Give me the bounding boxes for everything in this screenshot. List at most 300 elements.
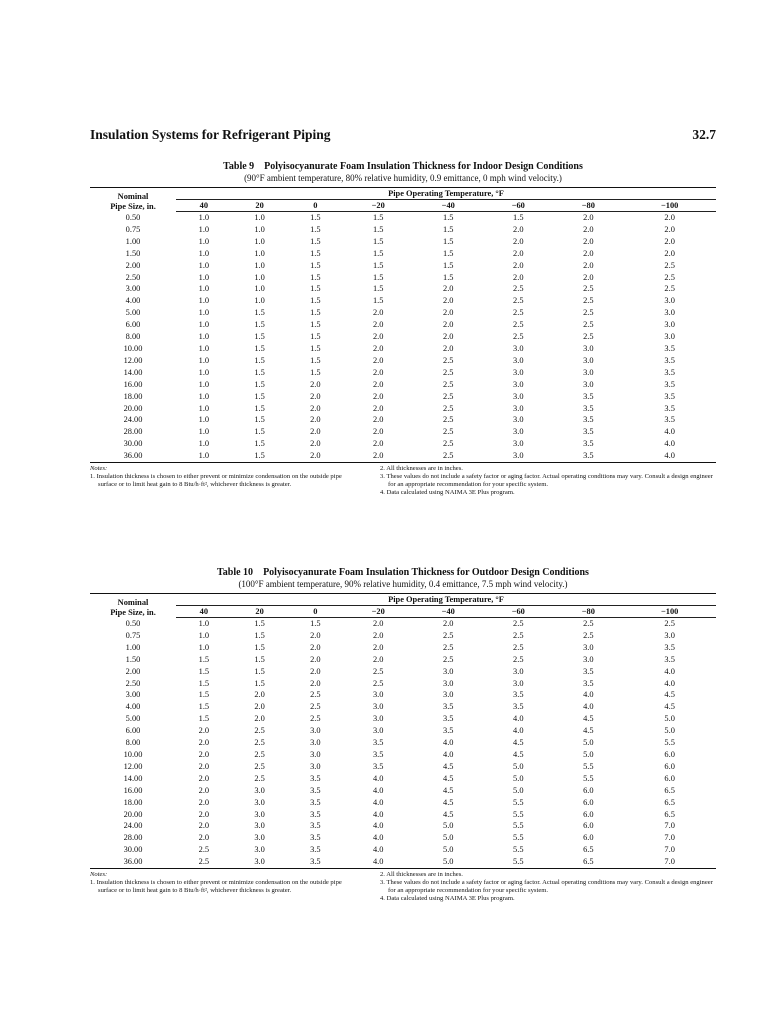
pipe-size-cell: 1.00 bbox=[125, 642, 141, 652]
thickness-cell: 3.0 bbox=[664, 320, 675, 330]
thickness-cell: 2.5 bbox=[443, 355, 454, 365]
thickness-cell: 2.5 bbox=[372, 678, 384, 688]
thickness-cell: 5.0 bbox=[413, 856, 483, 868]
thickness-cell: 1.0 bbox=[198, 224, 210, 234]
data-table bbox=[90, 593, 716, 869]
table-row bbox=[90, 343, 716, 355]
thickness-cell: 2.5 bbox=[513, 642, 524, 652]
thickness-cell: 1.0 bbox=[254, 272, 265, 282]
thickness-cell: 2.5 bbox=[443, 391, 454, 401]
thickness-cell: 2.0 bbox=[372, 332, 384, 342]
thickness-cell: 6.5 bbox=[553, 856, 623, 868]
thickness-cell: 5.5 bbox=[513, 809, 524, 819]
thickness-cell: 1.5 bbox=[198, 678, 210, 688]
thickness-cell: 4.5 bbox=[583, 726, 594, 736]
thickness-cell: 4.5 bbox=[443, 797, 454, 807]
thickness-cell: 1.5 bbox=[198, 714, 210, 724]
thickness-cell: 4.5 bbox=[513, 738, 524, 748]
table-row bbox=[90, 272, 716, 284]
thickness-cell: 2.0 bbox=[198, 738, 210, 748]
thickness-cell: 2.5 bbox=[664, 272, 675, 282]
table-row bbox=[90, 820, 716, 832]
thickness-cell: 1.5 bbox=[310, 248, 321, 258]
column-header: 0 bbox=[287, 200, 343, 212]
thickness-cell: 2.0 bbox=[583, 213, 594, 222]
thickness-cell: 3.5 bbox=[664, 391, 675, 401]
thickness-cell: 3.0 bbox=[254, 785, 265, 795]
thickness-cell: 2.5 bbox=[443, 654, 454, 664]
pipe-size-cell: 30.00 bbox=[123, 845, 143, 855]
thickness-cell: 1.0 bbox=[198, 415, 210, 425]
pipe-size-cell: 4.00 bbox=[125, 702, 141, 712]
thickness-cell: 1.5 bbox=[372, 284, 384, 294]
table-row bbox=[90, 414, 716, 426]
thickness-cell: 2.0 bbox=[310, 391, 321, 401]
thickness-cell: 1.0 bbox=[254, 236, 265, 246]
pipe-size-cell: 3.00 bbox=[125, 284, 141, 294]
thickness-cell: 4.5 bbox=[664, 702, 675, 712]
thickness-cell: 2.5 bbox=[372, 666, 384, 676]
table-body bbox=[90, 618, 716, 869]
thickness-cell: 2.0 bbox=[372, 308, 384, 318]
thickness-cell: 3.0 bbox=[583, 343, 594, 353]
thickness-cell: 1.0 bbox=[198, 379, 210, 389]
thickness-cell: 3.5 bbox=[443, 726, 454, 736]
thickness-cell: 3.0 bbox=[232, 856, 288, 868]
thickness-cell: 1.0 bbox=[198, 272, 210, 282]
thickness-cell: 2.0 bbox=[583, 248, 594, 258]
thickness-cell: 5.0 bbox=[513, 785, 524, 795]
thickness-cell: 2.5 bbox=[310, 702, 321, 712]
notes-label: Notes: bbox=[90, 871, 108, 879]
thickness-cell: 2.0 bbox=[372, 355, 384, 365]
thickness-cell: 3.5 bbox=[583, 415, 594, 425]
thickness-cell: 2.5 bbox=[443, 367, 454, 377]
thickness-cell: 5.0 bbox=[664, 714, 675, 724]
thickness-cell: 1.5 bbox=[198, 666, 210, 676]
thickness-cell: 2.0 bbox=[287, 450, 343, 462]
thickness-cell: 1.5 bbox=[254, 403, 265, 413]
thickness-cell: 1.5 bbox=[232, 450, 288, 462]
thickness-cell: 3.0 bbox=[372, 690, 384, 700]
thickness-cell: 2.0 bbox=[310, 642, 321, 652]
thickness-cell: 2.5 bbox=[254, 749, 265, 759]
table-row bbox=[90, 761, 716, 773]
thickness-cell: 4.5 bbox=[513, 749, 524, 759]
thickness-cell: 3.0 bbox=[583, 654, 594, 664]
thickness-cell: 1.5 bbox=[310, 355, 321, 365]
table-row bbox=[90, 295, 716, 307]
row-header bbox=[90, 188, 176, 212]
thickness-cell: 2.0 bbox=[372, 415, 384, 425]
thickness-cell: 2.5 bbox=[513, 320, 524, 330]
pipe-size-cell: 2.00 bbox=[125, 666, 141, 676]
thickness-cell: 1.5 bbox=[254, 619, 265, 628]
thickness-cell: 4.0 bbox=[513, 726, 524, 736]
thickness-cell: 3.0 bbox=[443, 678, 454, 688]
thickness-cell: 6.5 bbox=[664, 785, 675, 795]
thickness-cell: 4.0 bbox=[372, 797, 384, 807]
thickness-cell: 1.0 bbox=[198, 403, 210, 413]
table-caption: Polyisocyanurate Foam Insulation Thickness for Indoor Design Conditions bbox=[264, 161, 583, 172]
table-caption: Polyisocyanurate Foam Insulation Thickness for Outdoor Design Conditions bbox=[263, 567, 589, 578]
thickness-cell: 4.0 bbox=[623, 450, 716, 462]
thickness-cell: 6.0 bbox=[583, 821, 594, 831]
column-header: −100 bbox=[623, 606, 716, 618]
thickness-cell: 4.0 bbox=[343, 856, 413, 868]
table-row bbox=[90, 355, 716, 367]
note-item: 2. All thicknesses are in inches. bbox=[380, 871, 463, 879]
table-row bbox=[90, 630, 716, 642]
thickness-cell: 2.0 bbox=[372, 379, 384, 389]
thickness-cell: 2.0 bbox=[372, 619, 384, 628]
thickness-cell: 3.0 bbox=[513, 439, 524, 449]
column-header: 0 bbox=[287, 606, 343, 618]
thickness-cell: 1.5 bbox=[254, 678, 265, 688]
thickness-cell: 1.5 bbox=[443, 260, 454, 270]
thickness-cell: 2.0 bbox=[443, 320, 454, 330]
thickness-cell: 2.0 bbox=[198, 773, 210, 783]
thickness-cell: 1.5 bbox=[310, 224, 321, 234]
thickness-cell: 1.0 bbox=[198, 343, 210, 353]
thickness-cell: 1.5 bbox=[372, 224, 384, 234]
thickness-cell: 2.0 bbox=[443, 296, 454, 306]
thickness-cell: 1.5 bbox=[310, 284, 321, 294]
table-subtitle: (90°F ambient temperature, 80% relative humidity, 0.9 emittance, 0 mph wind velocity.) bbox=[244, 173, 562, 183]
thickness-cell: 1.5 bbox=[310, 332, 321, 342]
thickness-cell: 3.0 bbox=[254, 821, 265, 831]
thickness-cell: 4.0 bbox=[372, 773, 384, 783]
note-item: 4. Data calculated using NAIMA 3E Plus program. bbox=[380, 895, 515, 903]
row-header bbox=[90, 594, 176, 618]
thickness-cell: 1.5 bbox=[310, 619, 321, 628]
table-number: Table 10 bbox=[217, 567, 254, 578]
thickness-cell: 3.5 bbox=[583, 391, 594, 401]
thickness-cell: 2.5 bbox=[443, 439, 454, 449]
pipe-size-cell: 10.00 bbox=[123, 749, 143, 759]
thickness-cell: 5.0 bbox=[513, 761, 524, 771]
table-notes bbox=[90, 465, 716, 497]
thickness-cell: 2.0 bbox=[198, 809, 210, 819]
thickness-cell: 2.0 bbox=[198, 761, 210, 771]
thickness-cell: 2.0 bbox=[310, 654, 321, 664]
pipe-size-cell: 18.00 bbox=[123, 391, 143, 401]
thickness-cell: 5.5 bbox=[664, 738, 675, 748]
table-row bbox=[90, 283, 716, 295]
thickness-cell: 7.0 bbox=[664, 845, 675, 855]
thickness-cell: 6.5 bbox=[583, 845, 594, 855]
column-header: −40 bbox=[413, 606, 483, 618]
thickness-cell: 1.5 bbox=[310, 367, 321, 377]
thickness-cell: 7.0 bbox=[623, 856, 716, 868]
table-9-block bbox=[90, 161, 716, 497]
thickness-cell: 2.0 bbox=[664, 248, 675, 258]
thickness-cell: 1.5 bbox=[513, 213, 524, 222]
thickness-cell: 2.5 bbox=[583, 296, 594, 306]
thickness-cell: 1.5 bbox=[372, 272, 384, 282]
thickness-cell: 2.0 bbox=[372, 642, 384, 652]
table-notes bbox=[90, 871, 716, 903]
thickness-cell: 3.5 bbox=[513, 690, 524, 700]
thickness-cell: 5.5 bbox=[483, 856, 553, 868]
thickness-cell: 1.5 bbox=[310, 260, 321, 270]
page-number: 32.7 bbox=[692, 127, 716, 142]
thickness-cell: 6.0 bbox=[664, 749, 675, 759]
thickness-cell: 2.0 bbox=[372, 439, 384, 449]
thickness-cell: 1.0 bbox=[254, 284, 265, 294]
thickness-cell: 2.5 bbox=[176, 856, 232, 868]
thickness-cell: 4.0 bbox=[372, 833, 384, 843]
thickness-cell: 3.5 bbox=[513, 702, 524, 712]
thickness-cell: 1.0 bbox=[198, 630, 210, 640]
thickness-cell: 2.5 bbox=[513, 654, 524, 664]
thickness-cell: 4.0 bbox=[513, 714, 524, 724]
thickness-cell: 6.0 bbox=[583, 809, 594, 819]
thickness-cell: 3.0 bbox=[483, 450, 553, 462]
thickness-cell: 1.5 bbox=[198, 690, 210, 700]
thickness-cell: 1.0 bbox=[198, 296, 210, 306]
thickness-cell: 2.0 bbox=[254, 714, 265, 724]
thickness-cell: 3.5 bbox=[583, 427, 594, 437]
thickness-cell: 3.5 bbox=[664, 379, 675, 389]
table-row bbox=[90, 367, 716, 379]
pipe-size-cell: 24.00 bbox=[123, 821, 143, 831]
thickness-cell: 2.5 bbox=[254, 738, 265, 748]
thickness-cell: 2.5 bbox=[413, 450, 483, 462]
note-item: 4. Data calculated using NAIMA 3E Plus program. bbox=[380, 489, 515, 497]
thickness-cell: 2.5 bbox=[254, 773, 265, 783]
table-row bbox=[90, 678, 716, 690]
table-body bbox=[90, 212, 716, 463]
thickness-cell: 1.5 bbox=[372, 213, 384, 222]
table-row bbox=[90, 307, 716, 319]
thickness-cell: 1.5 bbox=[310, 320, 321, 330]
thickness-cell: 1.5 bbox=[254, 308, 265, 318]
thickness-cell: 1.5 bbox=[198, 654, 210, 664]
thickness-cell: 2.0 bbox=[583, 260, 594, 270]
table-row bbox=[90, 797, 716, 809]
thickness-cell: 3.0 bbox=[513, 666, 524, 676]
table-row bbox=[90, 785, 716, 797]
thickness-cell: 2.5 bbox=[583, 308, 594, 318]
thickness-cell: 2.0 bbox=[513, 236, 524, 246]
thickness-cell: 1.5 bbox=[372, 296, 384, 306]
thickness-cell: 3.0 bbox=[583, 355, 594, 365]
pipe-size-cell: 20.00 bbox=[123, 809, 143, 819]
thickness-cell: 1.5 bbox=[198, 702, 210, 712]
thickness-cell: 4.5 bbox=[443, 785, 454, 795]
thickness-cell: 1.5 bbox=[254, 343, 265, 353]
table-row bbox=[90, 666, 716, 678]
note-item: 3. These values do not include a safety factor or aging factor. Actual operating conditions may vary. Consult a design engineer for an appropriate recommendation for your specific system. bbox=[380, 879, 713, 895]
column-header: 40 bbox=[176, 200, 232, 212]
thickness-cell: 1.0 bbox=[198, 260, 210, 270]
table-row bbox=[90, 618, 716, 630]
table-subtitle: (100°F ambient temperature, 90% relative humidity, 0.4 emittance, 7.5 mph wind velocity.) bbox=[238, 579, 568, 589]
thickness-cell: 1.0 bbox=[198, 236, 210, 246]
notes-left bbox=[90, 465, 362, 497]
thickness-cell: 5.0 bbox=[443, 833, 454, 843]
pipe-size-cell: 20.00 bbox=[123, 403, 143, 413]
table-row bbox=[90, 236, 716, 248]
thickness-cell: 4.5 bbox=[443, 809, 454, 819]
pipe-size-cell: 0.75 bbox=[125, 224, 141, 234]
notes-right bbox=[380, 465, 716, 497]
pipe-size-cell: 16.00 bbox=[123, 379, 143, 389]
thickness-cell: 1.0 bbox=[198, 213, 210, 222]
pipe-size-cell: 18.00 bbox=[123, 797, 143, 807]
thickness-cell: 3.0 bbox=[664, 296, 675, 306]
thickness-cell: 1.5 bbox=[443, 213, 454, 222]
thickness-cell: 1.0 bbox=[176, 450, 232, 462]
thickness-cell: 3.5 bbox=[664, 367, 675, 377]
table-row bbox=[90, 832, 716, 844]
row-header-line1: Nominal bbox=[117, 191, 149, 201]
thickness-cell: 4.0 bbox=[664, 427, 675, 437]
column-header: 20 bbox=[232, 606, 288, 618]
thickness-cell: 2.0 bbox=[443, 343, 454, 353]
thickness-cell: 6.5 bbox=[664, 809, 675, 819]
pipe-size-cell: 6.00 bbox=[125, 726, 141, 736]
thickness-cell: 2.5 bbox=[513, 332, 524, 342]
thickness-cell: 2.5 bbox=[513, 308, 524, 318]
pipe-size-cell: 1.00 bbox=[125, 236, 141, 246]
row-header-line2: Pipe Size, in. bbox=[110, 201, 156, 211]
thickness-cell: 1.5 bbox=[372, 260, 384, 270]
thickness-cell: 2.0 bbox=[198, 749, 210, 759]
thickness-cell: 3.5 bbox=[372, 749, 384, 759]
thickness-cell: 2.0 bbox=[372, 367, 384, 377]
thickness-cell: 3.5 bbox=[553, 450, 623, 462]
thickness-cell: 3.5 bbox=[310, 809, 321, 819]
thickness-cell: 4.0 bbox=[372, 821, 384, 831]
page-header bbox=[90, 127, 716, 143]
thickness-cell: 2.0 bbox=[254, 690, 265, 700]
thickness-cell: 5.5 bbox=[513, 845, 524, 855]
thickness-cell: 2.0 bbox=[310, 379, 321, 389]
pipe-size-cell: 0.50 bbox=[125, 618, 141, 628]
pipe-size-cell: 2.50 bbox=[125, 678, 141, 688]
pipe-size-cell: 5.00 bbox=[125, 714, 141, 724]
table-row bbox=[90, 379, 716, 391]
pipe-size-cell: 0.75 bbox=[125, 630, 141, 640]
thickness-cell: 4.0 bbox=[583, 702, 594, 712]
thickness-cell: 2.0 bbox=[372, 403, 384, 413]
thickness-cell: 2.0 bbox=[372, 391, 384, 401]
thickness-cell: 2.0 bbox=[310, 678, 321, 688]
thickness-cell: 2.5 bbox=[583, 320, 594, 330]
thickness-cell: 4.0 bbox=[583, 690, 594, 700]
thickness-cell: 3.0 bbox=[310, 761, 321, 771]
thickness-cell: 3.5 bbox=[664, 642, 675, 652]
thickness-cell: 6.0 bbox=[664, 761, 675, 771]
table-row bbox=[90, 319, 716, 331]
pipe-size-cell: 10.00 bbox=[123, 343, 143, 353]
table-row bbox=[90, 248, 716, 260]
table-row bbox=[90, 689, 716, 701]
notes-left bbox=[90, 871, 362, 903]
thickness-cell: 3.0 bbox=[254, 845, 265, 855]
thickness-cell: 1.5 bbox=[443, 248, 454, 258]
thickness-cell: 3.0 bbox=[513, 367, 524, 377]
table-row bbox=[90, 773, 716, 785]
thickness-cell: 1.0 bbox=[254, 224, 265, 234]
thickness-cell: 7.0 bbox=[664, 833, 675, 843]
column-header: −60 bbox=[483, 606, 553, 618]
pipe-size-cell: 12.00 bbox=[123, 761, 143, 771]
thickness-cell: 2.0 bbox=[310, 415, 321, 425]
thickness-cell: 3.5 bbox=[372, 761, 384, 771]
data-table bbox=[90, 187, 716, 463]
thickness-cell: 2.0 bbox=[513, 272, 524, 282]
column-header: −20 bbox=[343, 606, 413, 618]
thickness-cell: 5.0 bbox=[583, 738, 594, 748]
thickness-cell: 3.0 bbox=[310, 749, 321, 759]
column-header: −40 bbox=[413, 200, 483, 212]
thickness-cell: 2.0 bbox=[513, 224, 524, 234]
thickness-cell: 1.5 bbox=[254, 427, 265, 437]
pipe-size-cell: 36.00 bbox=[90, 856, 176, 868]
thickness-cell: 3.0 bbox=[583, 367, 594, 377]
table-number: Table 9 bbox=[223, 161, 255, 172]
thickness-cell: 4.5 bbox=[664, 690, 675, 700]
thickness-cell: 2.5 bbox=[583, 284, 594, 294]
thickness-cell: 2.0 bbox=[443, 308, 454, 318]
thickness-cell: 4.0 bbox=[664, 439, 675, 449]
thickness-cell: 2.0 bbox=[198, 785, 210, 795]
thickness-cell: 2.0 bbox=[198, 821, 210, 831]
pipe-size-cell: 5.00 bbox=[125, 308, 141, 318]
thickness-cell: 3.0 bbox=[443, 690, 454, 700]
table-10-block bbox=[90, 567, 716, 903]
thickness-cell: 2.0 bbox=[372, 654, 384, 664]
pipe-size-cell: 16.00 bbox=[123, 785, 143, 795]
thickness-cell: 6.0 bbox=[583, 785, 594, 795]
thickness-cell: 2.5 bbox=[443, 642, 454, 652]
thickness-cell: 1.5 bbox=[254, 630, 265, 640]
thickness-cell: 3.0 bbox=[254, 809, 265, 819]
table-title bbox=[90, 161, 716, 173]
note-item: 3. These values do not include a safety factor or aging factor. Actual operating conditions may vary. Consult a design engineer for an appropriate recommendation for your specific system. bbox=[380, 473, 713, 489]
thickness-cell: 3.5 bbox=[310, 773, 321, 783]
thickness-cell: 3.5 bbox=[583, 678, 594, 688]
thickness-cell: 1.5 bbox=[310, 343, 321, 353]
pipe-size-cell: 1.50 bbox=[125, 248, 141, 258]
thickness-cell: 3.5 bbox=[664, 415, 675, 425]
thickness-cell: 1.5 bbox=[254, 391, 265, 401]
pipe-size-cell: 2.00 bbox=[125, 260, 141, 270]
thickness-cell: 6.0 bbox=[583, 797, 594, 807]
thickness-cell: 1.0 bbox=[198, 427, 210, 437]
thickness-cell: 2.0 bbox=[198, 726, 210, 736]
pipe-size-cell: 4.00 bbox=[125, 296, 141, 306]
column-header: −80 bbox=[553, 200, 623, 212]
thickness-cell: 3.5 bbox=[310, 845, 321, 855]
pipe-size-cell: 8.00 bbox=[125, 332, 141, 342]
pipe-size-cell: 12.00 bbox=[123, 355, 143, 365]
thickness-cell: 2.0 bbox=[198, 797, 210, 807]
thickness-cell: 3.0 bbox=[664, 308, 675, 318]
thickness-cell: 1.5 bbox=[254, 355, 265, 365]
thickness-cell: 1.5 bbox=[310, 236, 321, 246]
thickness-cell: 2.0 bbox=[310, 630, 321, 640]
thickness-cell: 1.0 bbox=[198, 642, 210, 652]
table-row bbox=[90, 260, 716, 272]
thickness-cell: 3.0 bbox=[513, 403, 524, 413]
thickness-cell: 4.0 bbox=[372, 785, 384, 795]
thickness-cell: 5.5 bbox=[583, 761, 594, 771]
thickness-cell: 3.5 bbox=[664, 654, 675, 664]
